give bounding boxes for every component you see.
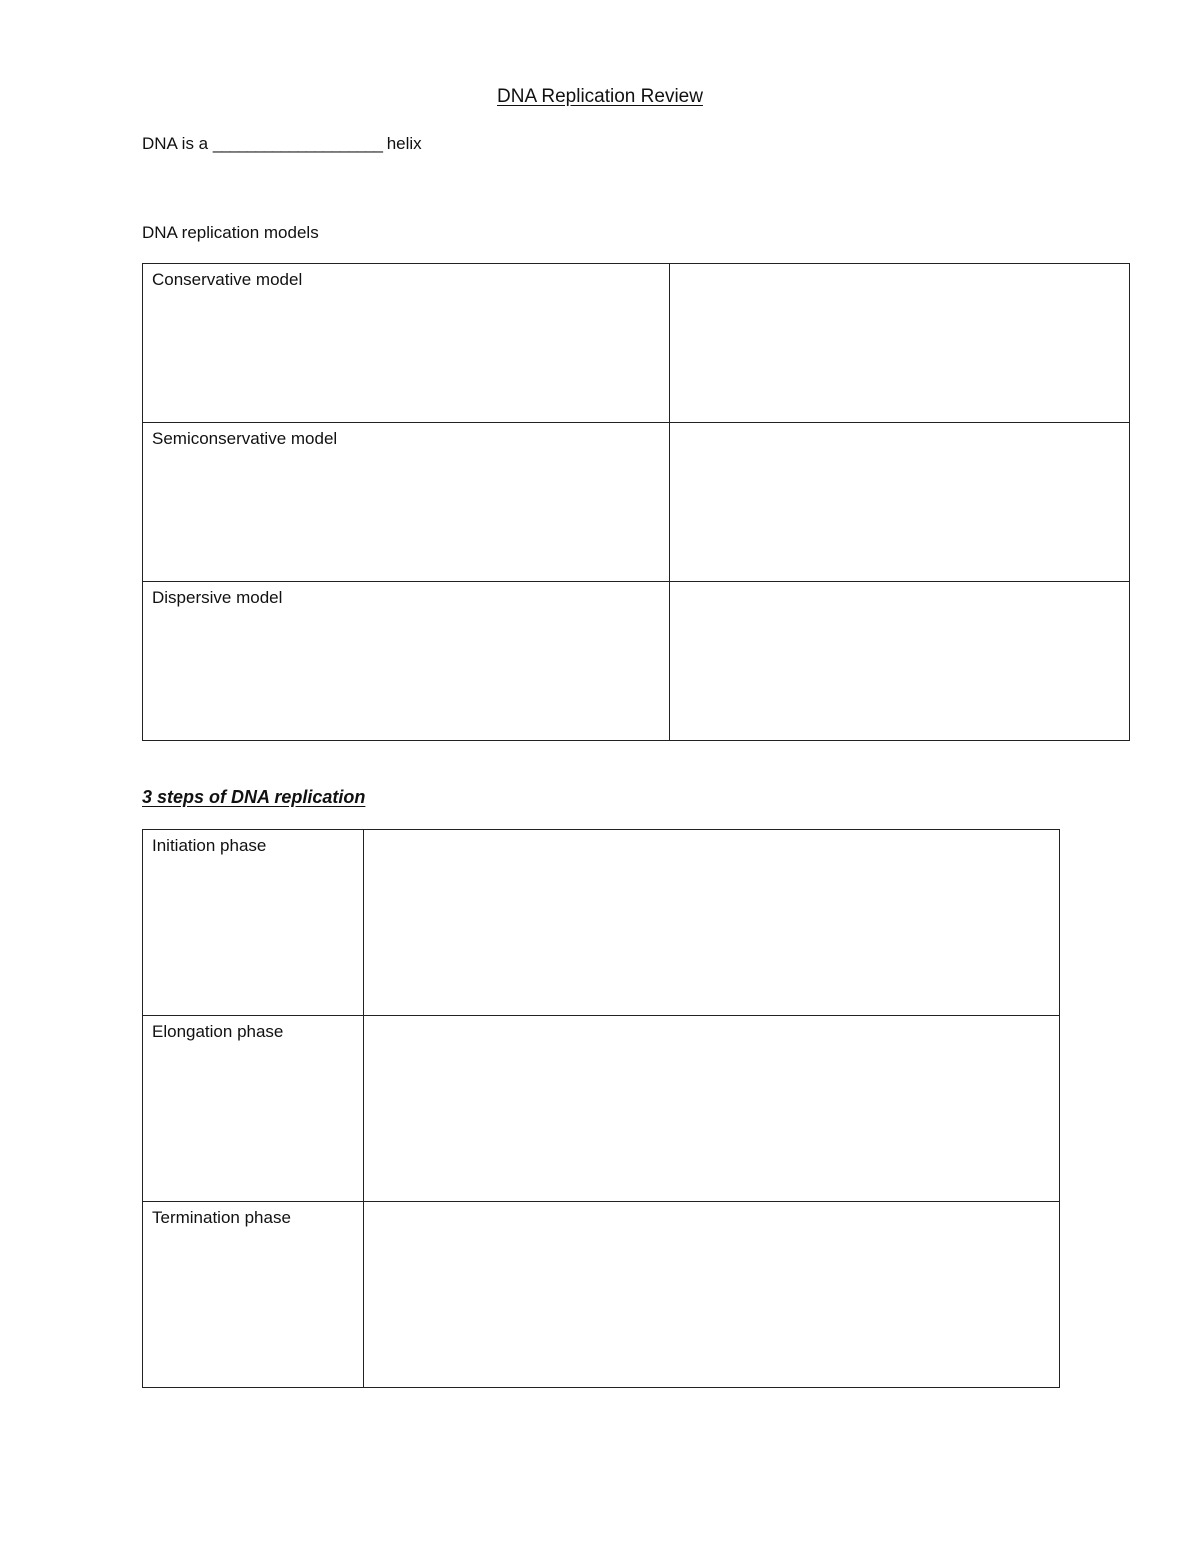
replication-steps-table: [142, 829, 1060, 1388]
table-row: [143, 582, 1130, 741]
step-answer-cell[interactable]: [364, 1016, 1060, 1202]
models-section-label: DNA replication models: [142, 223, 319, 242]
model-answer-cell[interactable]: [670, 582, 1130, 741]
table-row: [143, 423, 1130, 582]
table-row: [143, 1016, 1060, 1202]
fill-in-sentence: [142, 134, 422, 154]
step-label-cell: Elongation phase: [143, 1016, 364, 1202]
step-answer-cell[interactable]: [364, 1202, 1060, 1388]
fill-in-blank[interactable]: ____________________: [212, 134, 382, 153]
step-answer-cell[interactable]: [364, 830, 1060, 1016]
model-label-cell: Dispersive model: [143, 582, 670, 741]
table-row: [143, 1202, 1060, 1388]
model-label-cell: Conservative model: [143, 264, 670, 423]
replication-models-table: [142, 263, 1130, 741]
step-label-cell: Termination phase: [143, 1202, 364, 1388]
fill-in-suffix: helix: [386, 134, 422, 153]
model-answer-cell[interactable]: [670, 264, 1130, 423]
model-label-cell: Semiconservative model: [143, 423, 670, 582]
table-row: [143, 264, 1130, 423]
page-title: DNA Replication Review: [497, 86, 703, 107]
table-row: [143, 830, 1060, 1016]
model-answer-cell[interactable]: [670, 423, 1130, 582]
step-label-cell: Initiation phase: [143, 830, 364, 1016]
fill-in-prefix: DNA is a: [142, 134, 209, 153]
steps-section-heading: 3 steps of DNA replication: [142, 787, 366, 807]
